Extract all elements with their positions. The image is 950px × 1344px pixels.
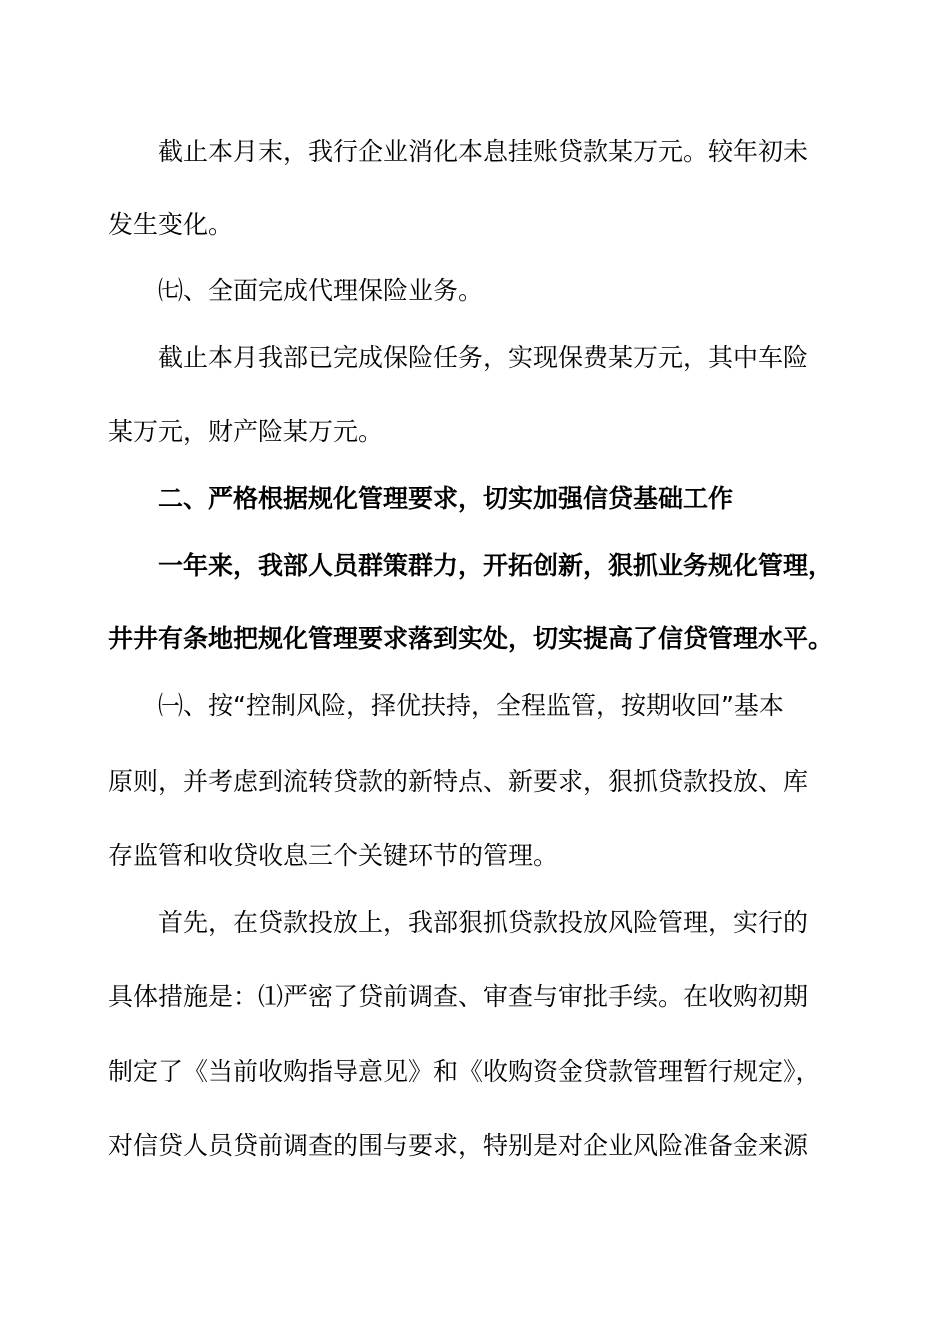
- paragraph-line: 截止本月末，我行企业消化本息挂账贷款某万元。较年初未: [158, 137, 809, 166]
- paragraph-line: 制定了《当前收购指导意见》和《收购资金贷款管理暂行规定》，: [108, 1057, 821, 1086]
- paragraph-line: ㈠、按“控制风险，择优扶持，全程监管，按期收回”基本: [158, 691, 784, 720]
- bold-paragraph-line: 一年来，我部人员群策群力，开拓创新，狠抓业务规化管理，: [158, 551, 834, 580]
- paragraph-line: 原则，并考虑到流转贷款的新特点、新要求，狠抓贷款投放、库: [108, 767, 809, 796]
- paragraph-line: 首先，在贷款投放上，我部狠抓贷款投放风险管理，实行的: [158, 908, 809, 937]
- paragraph-line: 截止本月我部已完成保险任务，实现保费某万元，其中车险: [158, 343, 809, 372]
- paragraph-line: 对信贷人员贷前调查的围与要求，特别是对企业风险准备金来源: [108, 1131, 809, 1160]
- paragraph-line: 发生变化。: [108, 210, 234, 239]
- section-heading: ㈦、全面完成代理保险业务。: [158, 276, 484, 305]
- section-title: 二、严格根据规化管理要求，切实加强信贷基础工作: [158, 484, 734, 513]
- paragraph-line: 某万元，财产险某万元。: [108, 417, 384, 446]
- bold-paragraph-line: 井井有条地把规化管理要求落到实处，切实提高了信贷管理水平。: [108, 624, 834, 653]
- paragraph-line: 具体措施是：⑴严密了贷前调查、审查与审批手续。在收购初期: [108, 982, 809, 1011]
- paragraph-line: 存监管和收贷收息三个关键环节的管理。: [108, 841, 559, 870]
